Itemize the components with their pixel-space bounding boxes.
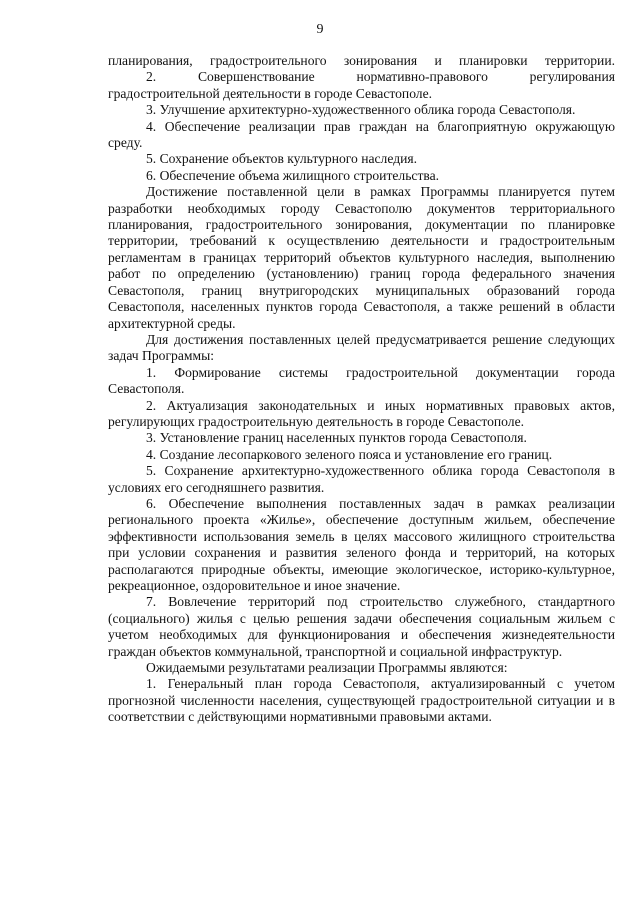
paragraph-task-7: 7. Вовлечение территорий под строительство служебного, стандартного (социального) жилья с целью решения задачи обеспечения социальным жильем с учетом необходимых для функционирования и обеспечения жизнедеятельности граждан объектов коммунальной, транспортной и социальной инфраструктур. xyxy=(108,594,615,659)
paragraph-task-6: 6. Обеспечение выполнения поставленных задач в рамках реализации регионального проекта «Жилье», обеспечение доступным жильем, обеспечение эффективности использования земель в целях массового жилищного строительства при условии сохранения и развития зеленого фонда и территорий, на которых располагаются природные объекты, имеющие экологическое, историко-культурное, рекреационное, оздоровительное и иное значение. xyxy=(108,495,615,593)
paragraph-goal-3: 3. Улучшение архитектурно-художественного облика города Севастополя. xyxy=(146,102,576,118)
paragraph-goal-5: 5. Сохранение объектов культурного наследия. xyxy=(146,151,418,167)
paragraph-continuation: планирования, градостроительного зонирования и планировки территории. xyxy=(108,53,615,68)
page-number: 9 xyxy=(316,22,324,37)
paragraph-results-intro: Ожидаемыми результатами реализации Программы являются: xyxy=(146,660,508,676)
document-body xyxy=(108,53,615,726)
paragraph-goal-achievement: Достижение поставленной цели в рамках Программы планируется путем разработки необходимых городу Севастополю документов территориального планирования, градостроительного зонирования, документации по планировке территории, требований к осуществлению деятельности и градостроительным регламентам в границах территорий объектов культурного наследия, выполнению работ по определению (установлению) границ города федерального значения Севастополя, границ внутригородских муниципальных образований города Севастополя, населенных пунктов города Севастополя, а также решений в области архитектурной среды. xyxy=(108,184,615,331)
paragraph-task-3: 3. Установление границ населенных пунктов города Севастополя. xyxy=(146,430,527,446)
paragraph-task-4: 4. Создание лесопаркового зеленого пояса и установление его границ. xyxy=(146,446,553,462)
paragraph-goal-6: 6. Обеспечение объема жилищного строительства. xyxy=(146,167,440,183)
paragraph-goal-4: 4. Обеспечение реализации прав граждан на благоприятную окружающую среду. xyxy=(108,118,615,151)
paragraph-task-1: 1. Формирование системы градостроительной документации города Севастополя. xyxy=(108,364,615,397)
paragraph-task-5: 5. Сохранение архитектурно-художественного облика города Севастополя в условиях его сегодняшнего развития. xyxy=(108,463,615,495)
paragraph-result-1: 1. Генеральный план города Севастополя, актуализированный с учетом прогнозной численности населения, существующей градостроительной ситуации и в соответствии с действующими нормативными правовыми актами. xyxy=(108,676,615,725)
paragraph-goal-2: 2. Совершенствование нормативно-правового регулирования градостроительной деятельности в городе Севастополе. xyxy=(108,69,615,101)
paragraph-task-2: 2. Актуализация законодательных и иных нормативных правовых актов, регулирующих градостроительную деятельность в городе Севастополе. xyxy=(108,397,615,429)
paragraph-tasks-intro: Для достижения поставленных целей предусматривается решение следующих задач Программы: xyxy=(108,331,615,364)
